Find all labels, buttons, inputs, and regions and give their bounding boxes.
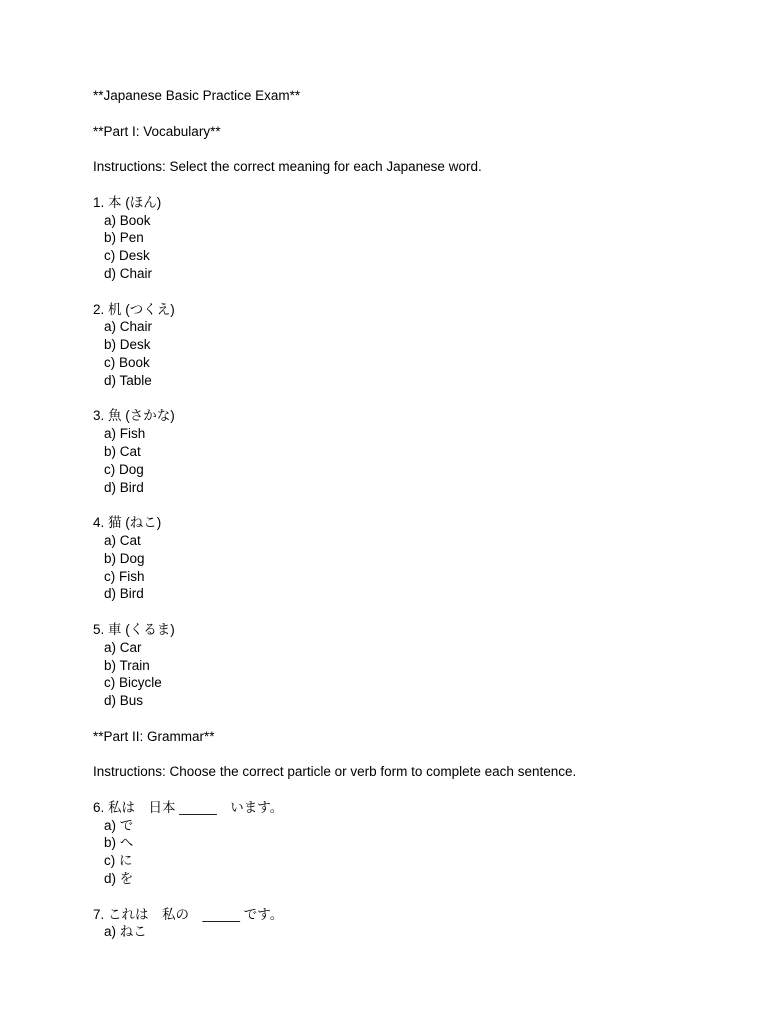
question-3-option-a: a) Fish <box>104 426 146 442</box>
question-7: 7. これは 私の _____ です。 <box>93 906 284 922</box>
part2-heading: **Part II: Grammar** <box>93 728 215 744</box>
question-5-option-a: a) Car <box>104 639 142 655</box>
question-1-option-a: a) Book <box>104 212 151 228</box>
question-5-option-d: d) Bus <box>104 693 144 709</box>
question-7-option-a: a) ねこ <box>104 924 147 940</box>
question-3: 3. 魚 (さかな) <box>93 408 175 424</box>
question-4-option-b: b) Dog <box>104 550 145 566</box>
question-2: 2. 机 (つくえ) <box>93 301 175 317</box>
question-5-option-c: c) Bicycle <box>104 675 162 691</box>
question-6-option-c: c) に <box>104 853 133 869</box>
question-1: 1. 本 (ほん) <box>93 194 162 210</box>
exam-document <box>93 87 733 941</box>
question-6-option-b: b) へ <box>104 835 134 851</box>
question-1-option-d: d) Chair <box>104 265 153 281</box>
question-3-option-c: c) Dog <box>104 461 144 477</box>
question-6-option-a: a) で <box>104 817 134 833</box>
question-3-option-d: d) Bird <box>104 479 144 495</box>
question-6: 6. 私は 日本 _____ います。 <box>93 799 284 815</box>
part1-heading: **Part I: Vocabulary** <box>93 123 221 139</box>
question-2-option-b: b) Desk <box>104 337 151 353</box>
question-4: 4. 猫 (ねこ) <box>93 515 162 531</box>
question-4-option-a: a) Cat <box>104 532 141 548</box>
part2-instructions: Instructions: Choose the correct particle or verb form to complete each sentence. <box>93 764 577 780</box>
question-1-option-b: b) Pen <box>104 230 144 246</box>
part1-instructions: Instructions: Select the correct meaning for each Japanese word. <box>93 159 482 175</box>
question-2-option-d: d) Table <box>104 372 152 388</box>
question-1-option-c: c) Desk <box>104 248 150 264</box>
question-5: 5. 車 (くるま) <box>93 621 175 637</box>
question-3-option-b: b) Cat <box>104 443 141 459</box>
question-5-option-b: b) Train <box>104 657 150 673</box>
question-2-option-a: a) Chair <box>104 319 153 335</box>
exam-title: **Japanese Basic Practice Exam** <box>93 88 301 103</box>
question-4-option-c: c) Fish <box>104 568 145 584</box>
question-4-option-d: d) Bird <box>104 586 144 602</box>
question-6-option-d: d) を <box>104 871 134 887</box>
question-2-option-c: c) Book <box>104 354 150 370</box>
